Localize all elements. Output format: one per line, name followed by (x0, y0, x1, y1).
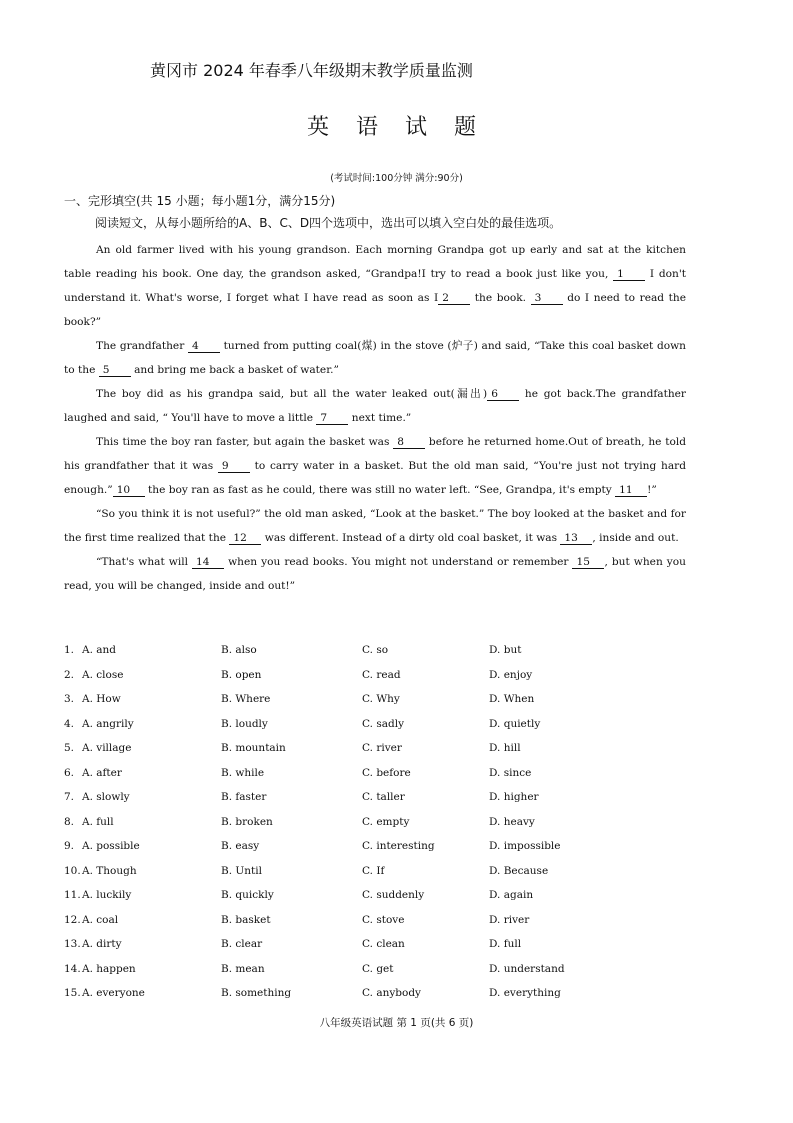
option-row (64, 669, 684, 694)
option-d: D. When (489, 693, 535, 705)
option-d: D. again (489, 889, 534, 901)
option-d: D. enjoy (489, 668, 533, 681)
cloze-passage (64, 238, 686, 598)
option-d: D. heavy (489, 815, 535, 828)
option-a: A. angrily (82, 717, 134, 730)
question-number: 5. (64, 742, 75, 754)
option-d: D. everything (489, 987, 561, 999)
passage-text: the boy ran as fast as he could, there was still no water left. “See, Grandpa, it's empty (144, 484, 616, 496)
passage-paragraph (64, 502, 686, 550)
blank-12: 12 (229, 532, 261, 545)
option-c: C. empty (362, 815, 410, 828)
passage-text: he got back.The grandfather laughed and said, “ You'll have to move a little (64, 388, 686, 424)
blank-7: 7 (316, 412, 348, 425)
exam-info: (考试时间:100分钟 满分:90分) (330, 173, 463, 184)
option-d: D. river (489, 913, 530, 926)
passage-text: do I need to read the book?” (64, 292, 686, 328)
option-d: D. understand (489, 962, 565, 975)
option-row (64, 889, 684, 914)
blank-2: 2 (438, 292, 470, 305)
passage-text: The boy did as his grandpa said, but all the water leaked out(漏出) (96, 388, 488, 400)
option-c: C. If (362, 864, 385, 877)
passage-text: the book. (470, 292, 531, 304)
option-b: B. clear (221, 938, 263, 950)
blank-10: 10 (113, 484, 145, 497)
option-c: C. taller (362, 791, 405, 803)
option-d: D. Because (489, 864, 549, 877)
option-a: A. close (82, 668, 124, 681)
option-d: D. higher (489, 791, 539, 803)
option-b: B. quickly (221, 889, 274, 901)
passage-text: to carry water in a basket. But the old man said, “You're just not trying hard enough.” (64, 460, 686, 496)
blank-3: 3 (531, 292, 563, 305)
question-number: 10. (64, 864, 81, 877)
option-b: B. while (221, 766, 265, 779)
option-c: C. interesting (362, 840, 435, 852)
passage-text: This time the boy ran faster, but again the basket was (96, 436, 394, 448)
passage-text: turned from putting coal(煤) in the stove (炉子) and said, “Take this coal basket down to the (64, 340, 687, 376)
question-number: 11. (64, 889, 81, 901)
option-d: D. since (489, 766, 532, 779)
option-a: A. village (82, 742, 132, 754)
passage-text: and bring me back a basket of water.” (130, 364, 339, 376)
option-b: B. open (221, 668, 262, 681)
question-number: 12. (64, 913, 81, 926)
option-row (64, 791, 684, 816)
question-number: 13. (64, 938, 81, 950)
blank-5: 5 (99, 364, 131, 377)
option-c: C. suddenly (362, 889, 425, 901)
exam-header: 黄冈市 2024 年春季八年级期末教学质量监测 (150, 61, 473, 80)
option-c: C. before (362, 766, 411, 779)
option-row (64, 987, 684, 1012)
page-footer: 八年级英语试题 第 1 页(共 6 页) (319, 1017, 474, 1029)
question-number: 4. (64, 717, 75, 730)
passage-text: when you read books. You might not understand or remember (224, 556, 573, 568)
section-title: 一、完形填空(共 15 小题；每小题1分，满分15分) (64, 194, 336, 208)
blank-4: 4 (188, 340, 220, 353)
question-number: 6. (64, 766, 75, 779)
blank-11: 11 (615, 484, 647, 497)
question-number: 1. (64, 644, 75, 656)
option-row (64, 865, 684, 890)
option-c: C. read (362, 668, 401, 681)
option-a: A. luckily (82, 889, 132, 901)
passage-paragraph (64, 382, 686, 430)
option-row (64, 938, 684, 963)
blank-14: 14 (192, 556, 224, 569)
option-b: B. Until (221, 864, 262, 877)
option-d: D. full (489, 938, 522, 950)
passage-text: The grandfather (96, 340, 188, 352)
option-c: C. Why (362, 693, 400, 705)
option-c: C. so (362, 644, 389, 656)
option-b: B. something (221, 987, 292, 999)
passage-text: was different. Instead of a dirty old coal basket, it was (261, 532, 561, 544)
option-row (64, 963, 684, 988)
question-number: 2. (64, 668, 75, 681)
blank-13: 13 (560, 532, 592, 545)
option-c: C. anybody (362, 987, 421, 999)
option-a: A. dirty (82, 938, 122, 950)
option-row (64, 693, 684, 718)
passage-text: , inside and out. (592, 532, 679, 544)
option-a: A. after (82, 766, 122, 779)
question-number: 15. (64, 987, 81, 999)
section-instruction: 阅读短文，从每小题所给的A、B、C、D四个选项中，选出可以填入空白处的最佳选项。 (95, 216, 562, 230)
option-a: A. and (82, 644, 117, 656)
question-number: 7. (64, 791, 75, 803)
option-a: A. happen (82, 962, 136, 975)
passage-text: “That's what will (96, 556, 193, 568)
option-row (64, 914, 684, 939)
option-b: B. mean (221, 962, 265, 975)
option-a: A. possible (82, 840, 140, 852)
passage-text: I don't understand it. What's worse, I forget what I have read as soon as I (64, 268, 686, 304)
option-c: C. sadly (362, 717, 404, 730)
option-a: A. coal (82, 913, 119, 926)
blank-15: 15 (572, 556, 604, 569)
passage-text: before he returned home.Out of breath, he told his grandfather that it was (64, 436, 687, 472)
passage-paragraph (64, 334, 686, 382)
option-c: C. stove (362, 913, 405, 926)
option-row (64, 644, 684, 669)
question-number: 3. (64, 693, 75, 705)
blank-9: 9 (218, 460, 250, 473)
option-a: A. How (82, 693, 121, 705)
passage-paragraph (64, 550, 686, 598)
passage-text: next time.” (348, 412, 412, 424)
option-b: B. mountain (221, 742, 286, 754)
option-b: B. also (221, 644, 257, 656)
option-row (64, 742, 684, 767)
option-a: A. everyone (82, 987, 145, 999)
option-b: B. loudly (221, 717, 268, 730)
answer-options (64, 644, 684, 1012)
option-d: D. but (489, 644, 522, 656)
option-row (64, 840, 684, 865)
passage-paragraph (64, 238, 686, 334)
option-d: D. hill (489, 742, 521, 754)
passage-text: !” (647, 484, 657, 496)
option-b: B. basket (221, 913, 271, 926)
option-c: C. river (362, 742, 402, 754)
option-a: A. full (82, 815, 114, 828)
option-row (64, 767, 684, 792)
blank-6: 6 (487, 388, 519, 401)
question-number: 9. (64, 840, 75, 852)
passage-text: , but when you read, you will be changed, inside and out!” (64, 556, 686, 592)
option-b: B. faster (221, 791, 267, 803)
page-title: 英 语 试 题 (307, 115, 486, 140)
option-b: B. easy (221, 840, 260, 852)
option-row (64, 816, 684, 841)
option-row (64, 718, 684, 743)
blank-1: 1 (613, 268, 645, 281)
option-b: B. broken (221, 815, 273, 828)
option-d: D. impossible (489, 840, 561, 852)
option-a: A. slowly (82, 791, 130, 803)
option-a: A. Though (82, 864, 137, 877)
blank-8: 8 (393, 436, 425, 449)
option-c: C. clean (362, 938, 405, 950)
option-d: D. quietly (489, 717, 541, 730)
question-number: 14. (64, 962, 81, 975)
passage-text: An old farmer lived with his young grandson. Each morning Grandpa got up early and sat at the kitchen table reading his book. One day, the grandson asked, “Grandpa!I try to read a book just like you, (64, 244, 686, 280)
option-b: B. Where (221, 693, 271, 705)
option-c: C. get (362, 962, 394, 975)
passage-paragraph (64, 430, 686, 502)
passage-text: “So you think it is not useful?” the old man asked, “Look at the basket.” The boy looked at the basket and for the first time realized that the (64, 508, 686, 544)
question-number: 8. (64, 815, 75, 828)
